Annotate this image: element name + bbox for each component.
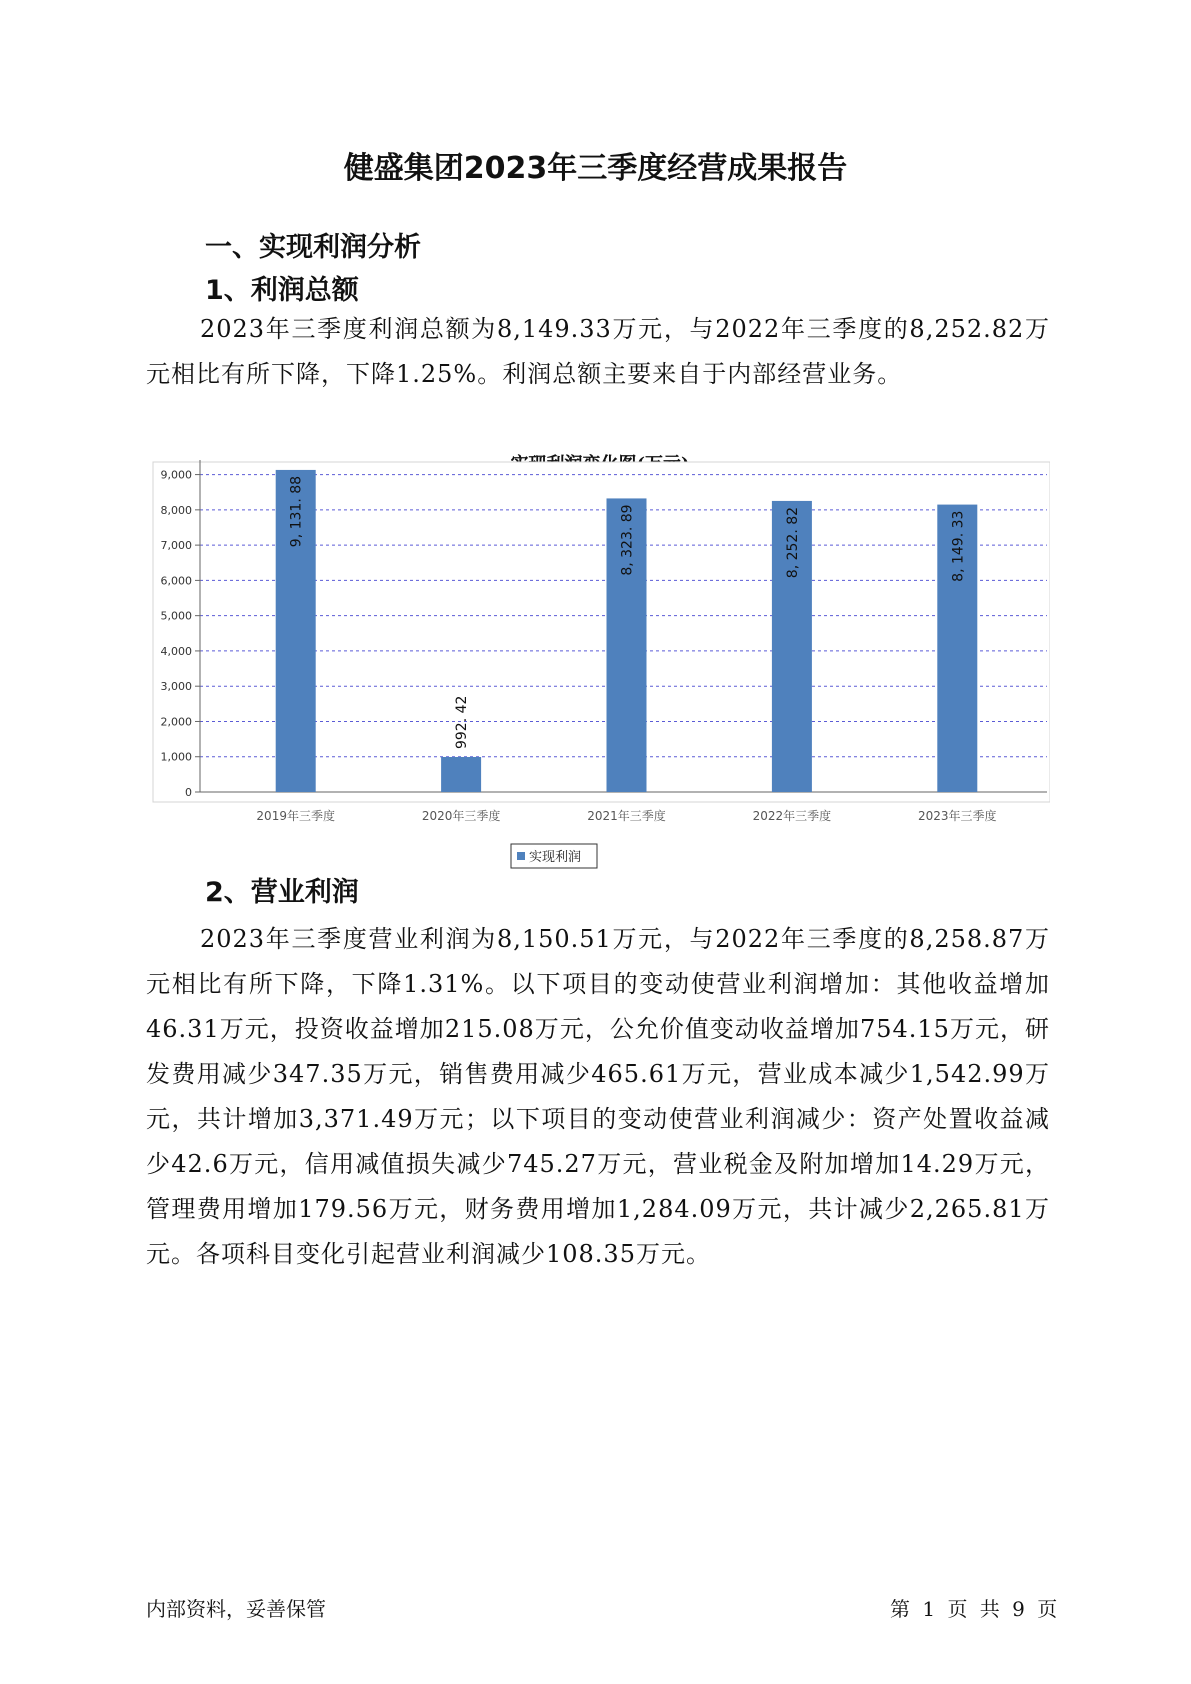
subheading-operating-profit: 2、营业利润 xyxy=(205,877,359,908)
paragraph-total-profit: 2023年三季度利润总额为8,149.33万元，与2022年三季度的8,252.82万元相比有所下降，下降1.25%。利润总额主要来自于内部经营业务。 xyxy=(146,315,1050,388)
bar-data-label: 8, 149. 33 xyxy=(950,510,967,582)
y-tick-label: 1,000 xyxy=(160,750,192,764)
paragraph-operating-profit: 2023年三季度营业利润为8,150.51万元，与2022年三季度的8,258.87万元相比有所下降，下降1.31%。以下项目的变动使营业利润增加：其他收益增加46.31万元，投资收益增加215.08万元，公允价值变动收益增加754.15万元，研发费用减少347.35万元，销售费用减少465.61万元，营业成本减少1,542.99万元，共计增加3,371.49万元；以下项目的变动使营业利润减少：资产处置收益减少42.6万元，信用减值损失减少745.27万元，营业税金及附加增加14.29万元，管理费用增加179.56万元，财务费用增加1,284.09万元，共计减少2,265.81万元。各项科目变化引起营业利润减少108.35万元。 xyxy=(146,925,1050,1268)
bar-data-label: 992. 42 xyxy=(454,695,471,749)
y-tick-label: 2,000 xyxy=(160,715,192,729)
bar-data-label: 8, 252. 82 xyxy=(784,506,801,579)
y-tick-label: 4,000 xyxy=(160,644,192,658)
profit-chart xyxy=(150,440,1050,900)
x-tick-label: 2021年三季度 xyxy=(587,809,666,823)
document-title: 健盛集团2023年三季度经营成果报告 xyxy=(343,151,848,186)
x-tick-label: 2022年三季度 xyxy=(752,809,832,823)
y-tick-label: 6,000 xyxy=(160,574,192,588)
y-tick-label: 7,000 xyxy=(160,539,192,553)
section-heading-profit-analysis: 一、实现利润分析 xyxy=(205,232,421,263)
footer-confidential-note: 内部资料，妥善保管 xyxy=(146,1597,326,1621)
y-tick-label: 5,000 xyxy=(160,609,192,623)
y-tick-label: 3,000 xyxy=(160,680,192,694)
y-tick-label: 0 xyxy=(185,786,192,799)
bar-data-label: 9, 131. 88 xyxy=(288,475,305,548)
x-tick-label: 2023年三季度 xyxy=(918,809,997,823)
x-tick-label: 2020年三季度 xyxy=(421,809,501,823)
bar xyxy=(441,757,481,792)
legend-label: 实现利润 xyxy=(529,850,582,865)
y-tick-label: 9,000 xyxy=(160,468,192,482)
y-tick-label: 8,000 xyxy=(160,503,192,517)
legend-swatch xyxy=(517,852,525,860)
footer-page-number: 第 1 页 共 9 页 xyxy=(890,1597,1058,1621)
bar-data-label: 8, 323. 89 xyxy=(619,504,636,576)
x-tick-label: 2019年三季度 xyxy=(256,809,335,823)
subheading-total-profit: 1、利润总额 xyxy=(205,275,359,306)
chart-svg xyxy=(150,440,1050,900)
